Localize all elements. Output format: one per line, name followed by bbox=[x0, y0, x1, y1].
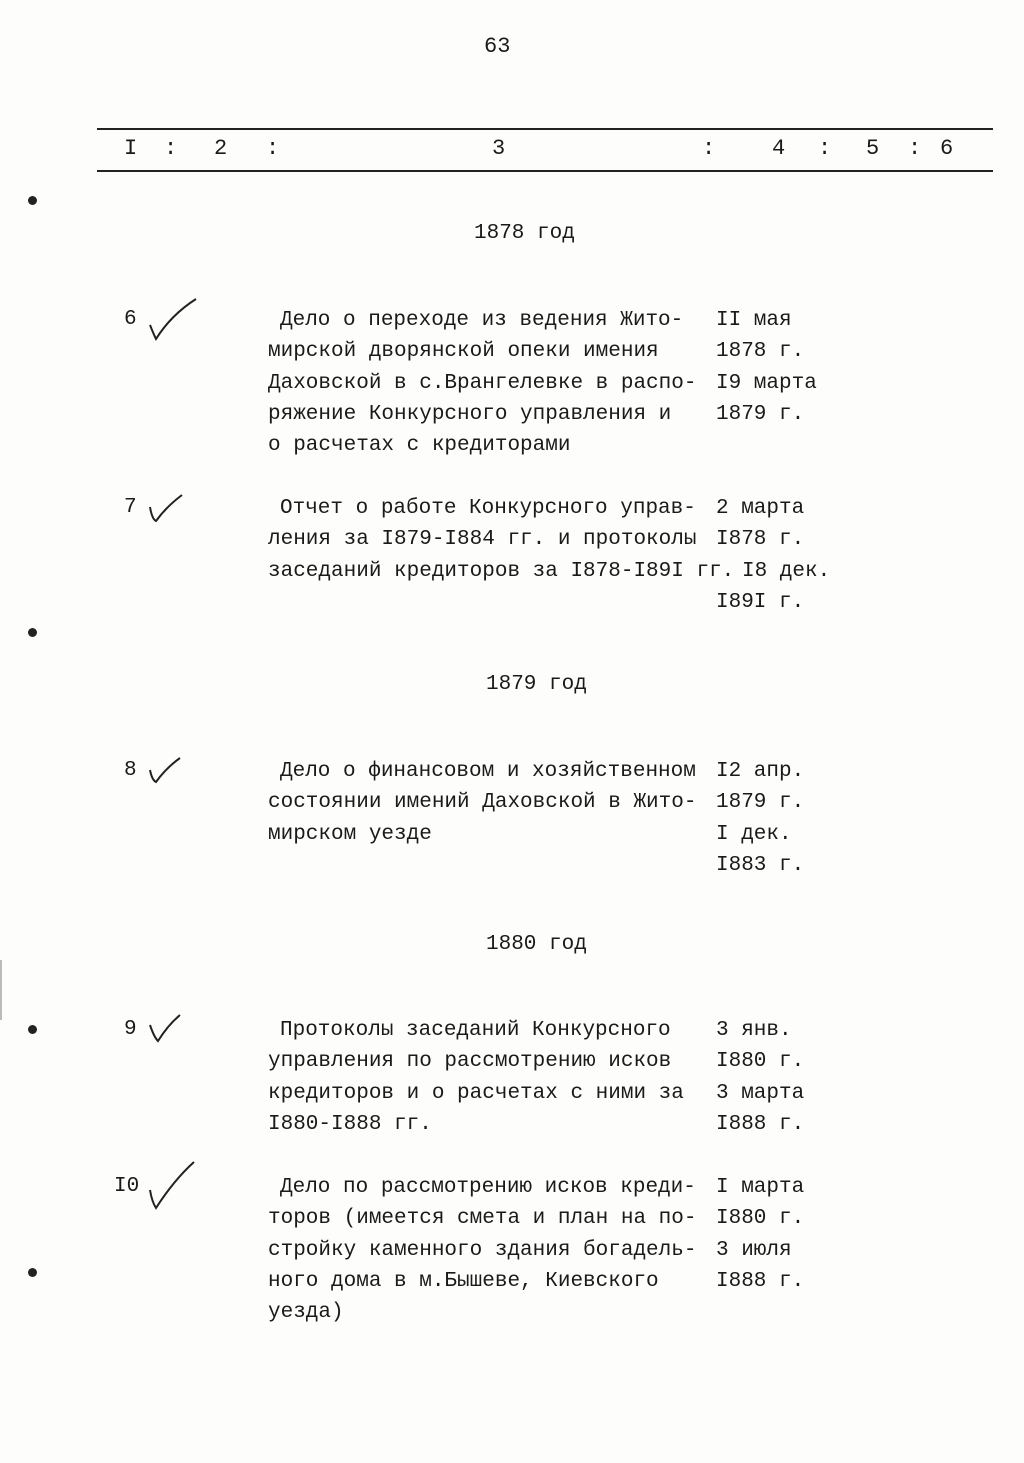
entry-date-line: 2 марта bbox=[716, 497, 805, 520]
entry-date-line: I8 дек. bbox=[742, 559, 831, 583]
entry-text-line: Дело по рассмотрению исков креди- bbox=[280, 1176, 696, 1199]
entry-number: 7 bbox=[124, 496, 137, 519]
punch-hole bbox=[28, 1025, 37, 1034]
punch-hole bbox=[28, 1268, 37, 1277]
scan-edge bbox=[0, 960, 2, 1020]
entry-text-line: Дело о переходе из ведения Жито- bbox=[280, 309, 684, 332]
entry-text-line: Даховской в с.Врангелевке в распо- bbox=[268, 371, 697, 395]
entry-date-line: 3 янв. bbox=[716, 1019, 792, 1042]
header-bottom-rule bbox=[97, 170, 993, 172]
entry-number: 8 bbox=[124, 759, 137, 782]
entry-date-line: 1879 г. bbox=[716, 402, 805, 426]
entry-text-line: Протоколы заседаний Конкурсного bbox=[280, 1019, 671, 1042]
entry-date-line: I880 г. bbox=[716, 1207, 805, 1231]
col-1: I bbox=[124, 136, 138, 161]
entry-date-line: I888 г. bbox=[716, 1269, 805, 1293]
entry-date-line: II мая bbox=[716, 309, 792, 332]
entry-date-line: I дек. bbox=[716, 822, 792, 846]
entry-text-line: мирском уезде bbox=[268, 822, 432, 846]
checkmark-icon bbox=[146, 1003, 206, 1053]
entry-date-line: I878 г. bbox=[716, 528, 805, 552]
entry-date-line: I9 марта bbox=[716, 371, 817, 395]
entry-text-line: I880-I888 гг. bbox=[268, 1112, 432, 1136]
col-4: 4 bbox=[772, 136, 786, 161]
col-6: 6 bbox=[940, 136, 954, 161]
entry-date-line: I883 г. bbox=[716, 853, 805, 877]
col-sep: : bbox=[908, 136, 922, 161]
col-5: 5 bbox=[866, 136, 880, 161]
col-2: 2 bbox=[214, 136, 228, 161]
header-top-rule bbox=[97, 128, 993, 130]
entry-text-line: торов (имеется смета и план на по- bbox=[268, 1207, 697, 1231]
entry-text-line: мирской дворянской опеки имения bbox=[268, 340, 659, 364]
entry-text-line: ного дома в м.Бышеве, Киевского bbox=[268, 1269, 659, 1293]
entry-number: 9 bbox=[124, 1018, 137, 1041]
entry-date-line: 1879 г. bbox=[716, 791, 805, 815]
checkmark-icon bbox=[146, 293, 206, 343]
entry-text-line: о расчетах с кредиторами bbox=[268, 434, 571, 458]
entry-number: 6 bbox=[124, 308, 137, 331]
entry-text-line: Дело о финансовом и хозяйственном bbox=[280, 760, 696, 783]
entry-number: I0 bbox=[114, 1175, 140, 1198]
entry-date-line: I марта bbox=[716, 1176, 805, 1199]
punch-hole bbox=[28, 628, 37, 637]
col-sep: : bbox=[702, 136, 716, 161]
entry-text-line: состоянии имений Даховской в Жито- bbox=[268, 791, 697, 815]
entry-date-line: I2 апр. bbox=[716, 760, 805, 783]
year-heading: 1880 год bbox=[486, 933, 587, 956]
entry-text-line: стройку каменного здания богадель- bbox=[268, 1238, 697, 1262]
checkmark-icon bbox=[146, 744, 206, 794]
entry-date-line: I880 г. bbox=[716, 1050, 805, 1074]
checkmark-icon bbox=[146, 1160, 206, 1210]
col-3: 3 bbox=[492, 136, 506, 161]
col-sep: : bbox=[818, 136, 832, 161]
checkmark-icon bbox=[146, 481, 206, 531]
entry-date-line: I89I г. bbox=[716, 590, 805, 614]
entry-text-line: ления за I879-I884 гг. и протоколы bbox=[268, 528, 697, 552]
col-sep: : bbox=[164, 136, 178, 161]
entry-text-line: Отчет о работе Конкурсного управ- bbox=[280, 497, 696, 520]
entry-date-line: 3 марта bbox=[716, 1081, 805, 1105]
entry-text-line: кредиторов и о расчетах с ними за bbox=[268, 1081, 684, 1105]
entry-date-line: I888 г. bbox=[716, 1112, 805, 1136]
page-number: 63 bbox=[484, 34, 511, 59]
punch-hole bbox=[28, 196, 37, 205]
entry-date-line: 3 июля bbox=[716, 1238, 792, 1262]
year-heading: 1879 год bbox=[486, 673, 587, 696]
entry-text-line: управления по рассмотрению исков bbox=[268, 1050, 672, 1074]
entry-text-line: заседаний кредиторов за I878-I89I гг. bbox=[268, 559, 735, 583]
entry-text-line: ряжение Конкурсного управления и bbox=[268, 402, 672, 426]
year-heading: 1878 год bbox=[474, 222, 575, 245]
entry-date-line: 1878 г. bbox=[716, 340, 805, 364]
entry-text-line: уезда) bbox=[268, 1301, 344, 1325]
col-sep: : bbox=[266, 136, 280, 161]
